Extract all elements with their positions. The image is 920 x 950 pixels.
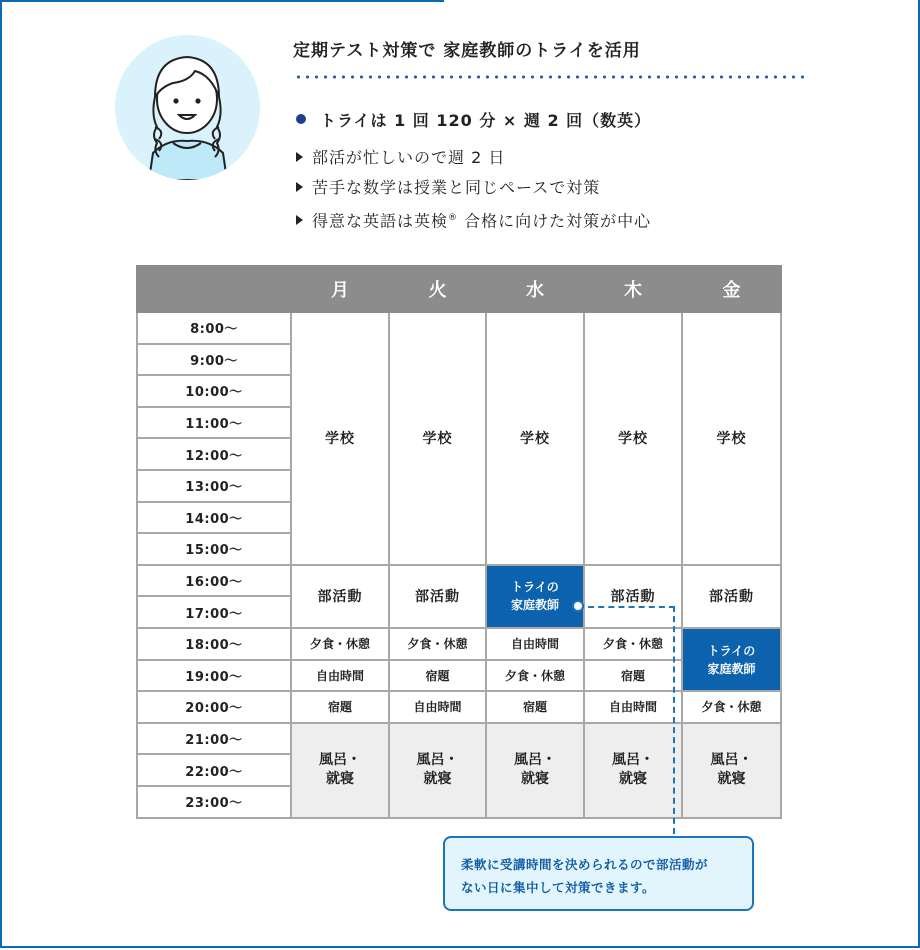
club-cell: 部活動 xyxy=(682,565,781,628)
time-cell: 18:00～ xyxy=(137,628,291,660)
callout-line1: 柔軟に受講時間を決められるので部活動が xyxy=(461,857,709,872)
point-list xyxy=(296,146,651,236)
headline: 定期テスト対策で 家庭教師のトライを活用 xyxy=(293,41,641,61)
time-cell: 23:00～ xyxy=(137,786,291,818)
time-cell: 16:00～ xyxy=(137,565,291,597)
homework-cell: 宿題 xyxy=(291,691,389,723)
registered-mark: ® xyxy=(448,213,459,223)
schedule-row xyxy=(137,565,781,597)
bath-sleep-cell xyxy=(389,723,486,818)
bath-line1: 風呂・ xyxy=(319,752,361,769)
dinner-cell: 夕食・休憩 xyxy=(291,628,389,660)
time-cell: 20:00～ xyxy=(137,691,291,723)
time-cell: 17:00～ xyxy=(137,596,291,628)
homework-cell: 宿題 xyxy=(389,660,486,692)
point-text-after: 合格に向けた対策が中心 xyxy=(458,211,652,231)
free-time-cell: 自由時間 xyxy=(486,628,584,660)
triangle-bullet-icon xyxy=(296,215,303,225)
time-cell: 8:00～ xyxy=(137,312,291,344)
bullet-dot-icon xyxy=(296,114,306,124)
time-cell: 12:00～ xyxy=(137,438,291,470)
school-cell: 学校 xyxy=(291,312,389,565)
weekly-schedule-table xyxy=(136,265,782,819)
dinner-cell: 夕食・休憩 xyxy=(584,628,682,660)
club-cell: 部活動 xyxy=(389,565,486,628)
point-item xyxy=(296,176,651,206)
plan-text: トライは 1 回 120 分 × 週 2 回（数英） xyxy=(320,111,652,130)
day-header: 水 xyxy=(486,266,584,312)
point-text: 得意な英語は英検 xyxy=(312,211,449,231)
time-cell: 10:00～ xyxy=(137,375,291,407)
bath-line1: 風呂・ xyxy=(416,752,459,769)
dinner-cell: 夕食・休憩 xyxy=(389,628,486,660)
time-cell: 14:00～ xyxy=(137,502,291,534)
homework-cell: 宿題 xyxy=(584,660,682,692)
day-header: 金 xyxy=(682,266,781,312)
callout-connector-line xyxy=(578,606,675,834)
schedule-row xyxy=(137,628,781,660)
triangle-bullet-icon xyxy=(296,182,303,192)
bath-sleep-cell xyxy=(682,723,781,818)
tutor-label-line2: 家庭教師 xyxy=(707,661,756,676)
tutor-label-line1: トライの xyxy=(707,643,756,658)
tutor-session-cell xyxy=(486,565,584,628)
free-time-cell: 自由時間 xyxy=(291,660,389,692)
point-item xyxy=(296,206,651,236)
dinner-cell: 夕食・休憩 xyxy=(486,660,584,692)
time-cell: 21:00～ xyxy=(137,723,291,755)
bath-line1: 風呂・ xyxy=(514,752,556,769)
schedule-header-row xyxy=(137,266,781,312)
day-header: 火 xyxy=(389,266,486,312)
girl-illustration-icon xyxy=(115,35,260,180)
club-cell: 部活動 xyxy=(291,565,389,628)
club-cell: 部活動 xyxy=(584,565,682,628)
school-cell: 学校 xyxy=(584,312,682,565)
bath-line2: 就寝 xyxy=(619,771,647,788)
bath-line2: 就寝 xyxy=(423,771,452,788)
time-cell: 22:00～ xyxy=(137,754,291,786)
bath-line1: 風呂・ xyxy=(612,752,654,769)
time-cell: 13:00～ xyxy=(137,470,291,502)
time-cell: 19:00～ xyxy=(137,660,291,692)
plan-summary xyxy=(296,108,651,131)
bath-line2: 就寝 xyxy=(326,771,354,788)
schedule-row xyxy=(137,691,781,723)
tutor-label-line2: 家庭教師 xyxy=(510,598,559,613)
time-cell: 15:00～ xyxy=(137,533,291,565)
time-cell: 9:00～ xyxy=(137,344,291,376)
callout-line2: ない日に集中して対策できます。 xyxy=(461,880,656,895)
free-time-cell: 自由時間 xyxy=(389,691,486,723)
school-cell: 学校 xyxy=(486,312,584,565)
connector-dot-icon xyxy=(572,600,584,612)
schedule-row xyxy=(137,723,781,755)
bath-line2: 就寝 xyxy=(521,771,549,788)
point-text: 苦手な数学は授業と同じペースで対策 xyxy=(312,178,601,197)
dotted-divider xyxy=(294,75,806,79)
free-time-cell: 自由時間 xyxy=(584,691,682,723)
student-avatar xyxy=(115,35,260,180)
school-cell: 学校 xyxy=(682,312,781,565)
point-text: 部活が忙しいので週 2 日 xyxy=(312,148,506,167)
page-frame-top xyxy=(0,0,444,2)
time-cell: 11:00～ xyxy=(137,407,291,439)
dinner-cell: 夕食・休憩 xyxy=(682,691,781,723)
tutor-label-line1: トライの xyxy=(511,580,559,595)
day-header: 月 xyxy=(291,266,389,312)
point-item xyxy=(296,146,651,176)
bath-sleep-cell xyxy=(486,723,584,818)
bath-line1: 風呂・ xyxy=(710,752,753,769)
school-cell: 学校 xyxy=(389,312,486,565)
triangle-bullet-icon xyxy=(296,152,303,162)
callout-note xyxy=(443,836,754,911)
day-header: 木 xyxy=(584,266,682,312)
header-corner xyxy=(137,266,291,312)
homework-cell: 宿題 xyxy=(486,691,584,723)
bath-line2: 就寝 xyxy=(717,771,746,788)
schedule-row xyxy=(137,312,781,344)
tutor-session-cell xyxy=(682,628,781,691)
bath-sleep-cell xyxy=(291,723,389,818)
